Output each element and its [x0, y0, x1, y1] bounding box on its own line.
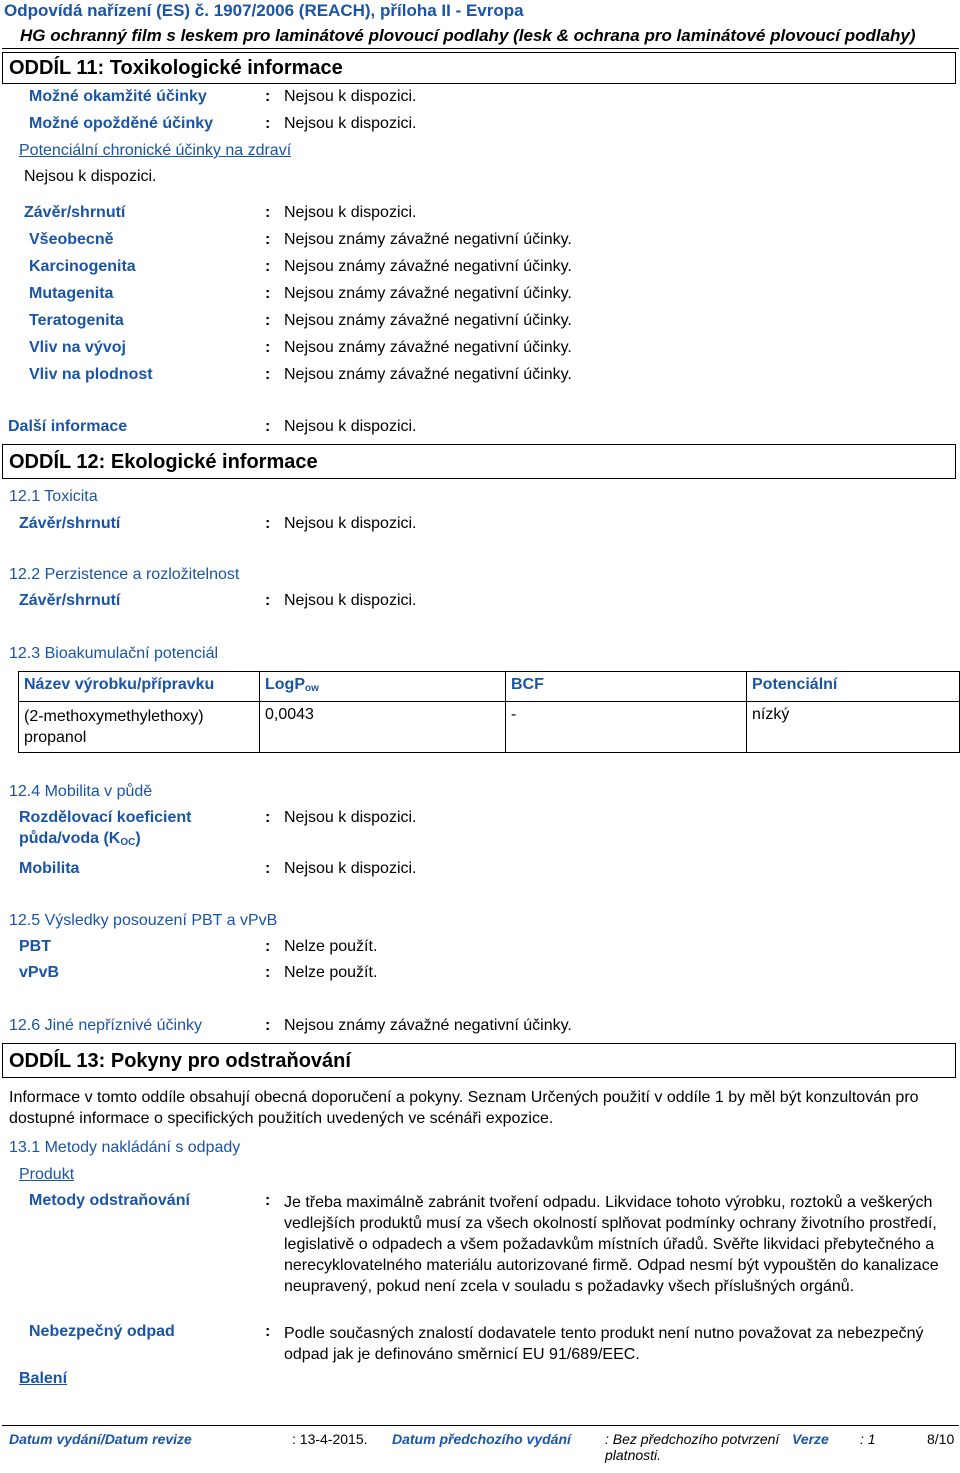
colon: :: [265, 88, 271, 105]
colon: :: [265, 592, 271, 609]
logp-subscript: ow: [305, 683, 319, 694]
colon: :: [265, 418, 271, 435]
toxicity-heading: 12.1 Toxicita: [9, 488, 98, 505]
hazardous-waste-value: Podle současných znalostí dodavatele tento produkt není nutno považovat za nebezpečný odpad jak je definováno směrnicí EU 91/689/EEC.: [284, 1325, 924, 1363]
section-13-title: ODDÍL 13: Pokyny pro odstraňování: [9, 1050, 351, 1072]
hazardous-waste-label: Nebezpečný odpad: [29, 1323, 175, 1340]
cell-logp: 0,0043: [260, 702, 506, 753]
delayed-effects-label: Možné opožděné účinky: [29, 115, 214, 132]
regulation-header: Odpovídá nařízení (ES) č. 1907/2006 (REACH), příloha II - Evropa: [4, 1, 524, 20]
other-info-label: Další informace: [8, 418, 128, 435]
colon: :: [265, 285, 271, 302]
product-heading: Produkt: [19, 1166, 75, 1183]
product-header: HG ochranný film s leskem pro laminátové plovoucí podlahy (lesk & ochrana pro laminátové plovoucí podlahy): [20, 26, 916, 45]
colon: :: [265, 258, 271, 275]
col-header-logp: [260, 672, 506, 702]
colon: :: [265, 115, 271, 132]
effect-label: Vliv na plodnost: [29, 366, 153, 383]
section-13-intro: Informace v tomto oddíle obsahují obecná doporučení a pokyny. Seznam Určených použití v oddíle 1 by měl být konzultován pro dostupné informace o specifických použitích uvedených ve scénáři expozice.: [9, 1089, 919, 1127]
colon: :: [265, 366, 271, 383]
summary-label: Závěr/shrnutí: [24, 204, 126, 221]
vpvb-value: Nelze použít.: [284, 964, 378, 981]
other-adverse-value: Nejsou známy závažné negativní účinky.: [284, 1017, 572, 1034]
koc-label-close: ): [135, 830, 141, 847]
colon: :: [265, 809, 271, 826]
colon: :: [265, 1017, 271, 1034]
effect-label: Mutagenita: [29, 285, 114, 302]
disposal-methods-value: Je třeba maximálně zabránit tvoření odpadu. Likvidace tohoto výrobku, roztoků a veškerých vedlejších produktů musí za všech okolností splňovat podmínky ochrany životního prostředí, legislativě o odpadech a všem požadavkům místních úřadů. Svěřte likvidaci přebytečného a nerecyklovatelného materiálu autorizované firmě. Odpad nesmí být vypouštěn do kanalizace neupravený, pokud není zcela v souladu s požadavky všech příslušných orgánů.: [284, 1194, 939, 1295]
colon: :: [265, 204, 271, 221]
other-adverse-label: 12.6 Jiné nepříznivé účinky: [9, 1017, 202, 1034]
previous-issue-label: Datum předchozího vydání: [392, 1431, 571, 1447]
toxicity-summary-value: Nejsou k dispozici.: [284, 515, 417, 532]
persistence-heading: 12.2 Perzistence a rozložitelnost: [9, 566, 240, 583]
waste-methods-heading: 13.1 Metody nakládání s odpady: [9, 1139, 241, 1156]
effect-value: Nejsou známy závažné negativní účinky.: [284, 339, 572, 356]
effect-value: Nejsou známy závažné negativní účinky.: [284, 312, 572, 329]
col-header-bcf: BCF: [506, 672, 747, 702]
chronic-effects-heading: Potenciální chronické účinky na zdraví: [19, 142, 292, 159]
colon: :: [265, 938, 271, 955]
version-value: : 1: [860, 1431, 876, 1447]
footer: [2, 1425, 959, 1463]
page-number: 8/10: [927, 1431, 955, 1447]
effect-label: Teratogenita: [29, 312, 124, 329]
mobility-value: Nejsou k dispozici.: [284, 860, 417, 877]
koc-label-line1: Rozdělovací koeficient: [19, 809, 192, 826]
koc-value: Nejsou k dispozici.: [284, 809, 417, 826]
effect-value: Nejsou známy závažné negativní účinky.: [284, 366, 572, 383]
persistence-summary-value: Nejsou k dispozici.: [284, 592, 417, 609]
cell-name: (2-methoxymethylethoxy) propanol: [19, 702, 260, 753]
persistence-summary-label: Závěr/shrnutí: [19, 592, 121, 609]
table-header-row: [19, 672, 960, 702]
col-header-potential: Potenciální: [747, 672, 960, 702]
packaging-heading: Balení: [19, 1370, 68, 1387]
table-row: [19, 702, 960, 753]
section-13-title-box: [2, 1043, 956, 1078]
koc-subscript: OC: [120, 837, 136, 848]
effect-label: Všeobecně: [29, 231, 114, 248]
pbt-label: PBT: [19, 938, 51, 955]
logp-text: LogP: [265, 676, 305, 693]
col-header-name: Název výrobku/přípravku: [19, 672, 260, 702]
colon: :: [265, 339, 271, 356]
section-12-title: ODDÍL 12: Ekologické informace: [9, 451, 318, 473]
effect-label: Vliv na vývoj: [29, 339, 126, 356]
bioaccumulation-heading: 12.3 Bioakumulační potenciál: [9, 645, 219, 662]
delayed-effects-value: Nejsou k dispozici.: [284, 115, 417, 132]
other-info-value: Nejsou k dispozici.: [284, 418, 417, 435]
mobility-heading: 12.4 Mobilita v půdě: [9, 783, 153, 800]
section-12-title-box: [2, 444, 956, 479]
koc-label-line2: [19, 830, 141, 848]
effect-value: Nejsou známy závažné negativní účinky.: [284, 258, 572, 275]
effect-value: Nejsou známy závažné negativní účinky.: [284, 285, 572, 302]
immediate-effects-label: Možné okamžité účinky: [29, 88, 207, 105]
effect-label: Karcinogenita: [29, 258, 136, 275]
vpvb-label: vPvB: [19, 964, 60, 981]
bioaccumulation-table: [18, 671, 960, 753]
colon: :: [265, 515, 271, 532]
summary-value: Nejsou k dispozici.: [284, 204, 417, 221]
pbt-value: Nelze použít.: [284, 938, 378, 955]
issue-date-value: : 13-4-2015.: [292, 1431, 368, 1447]
version-label: Verze: [792, 1431, 829, 1447]
pbt-heading: 12.5 Výsledky posouzení PBT a vPvB: [9, 912, 278, 929]
cell-bcf: -: [506, 702, 747, 753]
colon: :: [265, 1323, 271, 1340]
section-11-title-box: [2, 52, 956, 84]
colon: :: [265, 312, 271, 329]
disposal-methods-label: Metody odstraňování: [29, 1192, 190, 1209]
chronic-effects-text: Nejsou k dispozici.: [24, 168, 157, 185]
issue-date-label: Datum vydání/Datum revize: [9, 1431, 192, 1447]
header-divider: [2, 48, 959, 49]
previous-issue-value: : Bez předchozího potvrzení platnosti.: [605, 1431, 780, 1463]
section-11-title: ODDÍL 11: Toxikologické informace: [9, 57, 343, 79]
toxicity-summary-label: Závěr/shrnutí: [19, 515, 121, 532]
colon: :: [265, 860, 271, 877]
colon: :: [265, 231, 271, 248]
mobility-label: Mobilita: [19, 860, 80, 877]
immediate-effects-value: Nejsou k dispozici.: [284, 88, 417, 105]
colon: :: [265, 1192, 271, 1209]
colon: :: [265, 964, 271, 981]
cell-potential: nízký: [747, 702, 960, 753]
koc-label-text: půda/voda (K: [19, 830, 121, 847]
effect-value: Nejsou známy závažné negativní účinky.: [284, 231, 572, 248]
